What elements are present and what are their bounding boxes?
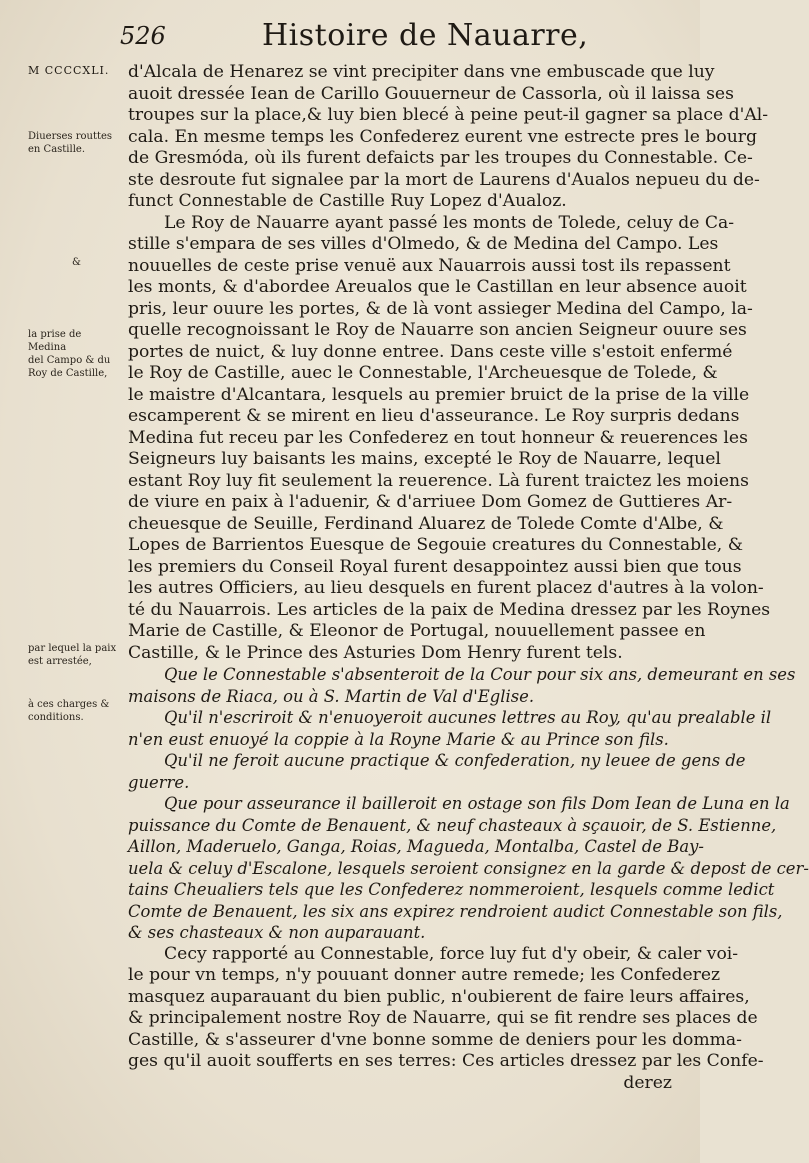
side-note-line: & (72, 257, 81, 268)
article-line: Aillon, Maderuelo, Ganga, Roias, Magueda, Montalba, Castel de Bay- (128, 837, 704, 856)
text-line: escamperent & se mirent en lieu d'asseurance. Le Roy surpris dedans (128, 406, 740, 426)
text-line: pris, leur ouure les portes, & de là vont assieger Medina del Campo, la- (128, 298, 753, 319)
text-line: de viure en paix à l'aduenir, & d'arriuee Dom Gomez de Guttieres Ar- (128, 492, 733, 512)
side-note-line: conditions. (28, 712, 84, 723)
article-line: maisons de Riaca, ou à S. Martin de Val d'Eglise. (128, 686, 535, 706)
text-line: ges qu'il auoit soufferts en ses terres: Ces articles dressez par les Confe- (128, 1051, 764, 1071)
margin-year: M CCCCXLI. (28, 64, 110, 77)
side-note-line: à ces charges & (28, 699, 110, 710)
side-note-conditions (28, 698, 120, 724)
text-line: Marie de Castille, & Eleonor de Portugal, nouuellement passee en (128, 621, 706, 641)
text-line: Castille, & s'asseurer d'vne bonne somme de deniers pour les domma- (128, 1029, 742, 1050)
side-note-line: del Campo & du (28, 355, 111, 366)
side-note-medina (28, 328, 120, 380)
text-line: auoit dressée Iean de Carillo Gouuerneur de Cassorla, où il laissa ses (128, 83, 734, 104)
text-line: les autres Officiers, au lieu desquels en furent placez d'autres à la volon- (128, 578, 764, 598)
text-line: les monts, & d'abordee Areualos que le Castillan en leur absence auoit (128, 277, 747, 297)
catchword: derez (623, 1072, 672, 1093)
text-line: nouuelles de ceste prise venuë aux Nauarrois aussi tost ils repassent (128, 255, 731, 276)
article-line: Comte de Benauent, les six ans expirez rendroient audict Connestable son fils, (128, 901, 783, 921)
text-line: Le Roy de Nauarre ayant passé les monts de Tolede, celuy de Ca- (164, 212, 735, 233)
text-line: le Roy de Castille, auec le Connestable, l'Archeuesque de Tolede, & (128, 363, 718, 383)
article-line: Que pour asseurance il bailleroit en ostage son fils Dom Iean de Luna en la (164, 794, 790, 813)
text-line: troupes sur la place,& luy bien blecé à peine peut-il gagner sa place d'Al- (128, 105, 769, 125)
text-line: té du Nauarrois. Les articles de la paix de Medina dressez par les Roynes (128, 599, 771, 620)
article-line: Qu'il ne feroit aucune practique & confederation, ny leuee de gens de (164, 751, 746, 770)
side-note-routes (28, 130, 120, 156)
text-line: Lopes de Barrientos Euesque de Segouie creatures du Connestable, & (128, 535, 744, 555)
text-line: masquez auparauant du bien public, n'oubierent de faire leurs affaires, (128, 986, 750, 1007)
running-title: Histoire de Nauarre, (262, 18, 589, 53)
text-line: estant Roy luy fit seulement la reuerence. Là furent traictez les moiens (128, 470, 749, 491)
text-line: quelle recognoissant le Roy de Nauarre son ancien Seigneur ouure ses (128, 320, 747, 340)
text-line: cala. En mesme temps les Confederez eurent vne estrecte pres le bourg (128, 126, 758, 147)
side-note-line: par lequel la paix (28, 643, 117, 654)
text-line: ste desroute fut signalee par la mort de Laurens d'Aualos nepueu du de- (128, 169, 760, 190)
side-note-line: Roy de Castille, (28, 368, 108, 379)
side-note-line: la prise de Medina (28, 329, 82, 353)
text-line: Medina fut receu par les Confederez en tout honneur & reuerences les (128, 427, 748, 448)
article-line: puissance du Comte de Benauent, & neuf chasteaux à sçauoir, de S. Estienne, (128, 815, 777, 835)
body-text (128, 62, 809, 1094)
text-line: cheuesque de Seuille, Ferdinand Aluarez de Tolede Comte d'Albe, & (128, 513, 724, 534)
page-number: 526 (120, 22, 166, 50)
side-note-line: est arrestée, (28, 656, 92, 667)
side-note-line: Diuerses routtes (28, 131, 113, 142)
text-line: & principalement nostre Roy de Nauarre, qui se fit rendre ses places de (128, 1008, 758, 1028)
side-note-line: en Castille. (28, 144, 85, 155)
text-line: funct Connestable de Castille Ruy Lopez d'Aualoz. (128, 191, 567, 211)
text-line: les premiers du Conseil Royal furent desappointez aussi bien que tous (128, 556, 742, 577)
article-line: Qu'il n'escriroit & n'enuoyeroit aucunes lettres au Roy, qu'au prealable il (164, 708, 772, 727)
text-line: de Gresmóda, où ils furent defaicts par les troupes du Connestable. Ce- (128, 148, 753, 168)
text-line: Seigneurs luy baisants les mains, excepté le Roy de Nauarre, lequel (128, 449, 721, 469)
text-line: Castille, & le Prince des Asturies Dom Henry furent tels. (128, 642, 623, 663)
article-line: n'en eust enuoyé la coppie à la Royne Marie & au Prince son fils. (128, 729, 669, 749)
page-header (0, 18, 700, 58)
text-line: d'Alcala de Henarez se vint precipiter dans vne embuscade que luy (128, 62, 715, 82)
text-line: stille s'empara de ses villes d'Olmedo, & de Medina del Campo. Les (128, 234, 719, 254)
article-line: Que le Connestable s'absenteroit de la Cour pour six ans, demeurant en ses (164, 665, 796, 684)
article-line: uela & celuy d'Escalone, lesquels seroient consignez en la garde & depost de cer- (128, 858, 809, 878)
article-line: & ses chasteaux & non auparauant. (128, 923, 426, 942)
side-note-peace (28, 642, 120, 668)
text-line: portes de nuict, & luy donne entree. Dans ceste ville s'estoit enfermé (128, 341, 733, 362)
text-line: le maistre d'Alcantara, lesquels au premier bruict de la prise de la ville (128, 384, 750, 405)
article-line: guerre. (128, 772, 190, 792)
article-line: tains Cheualiers tels que les Confederez nommeroient, lesquels comme ledict (128, 880, 775, 899)
text-line: le pour vn temps, n'y pouuant donner autre remede; les Confederez (128, 965, 721, 985)
text-line: Cecy rapporté au Connestable, force luy fut d'y obeir, & caler voi- (164, 943, 739, 964)
